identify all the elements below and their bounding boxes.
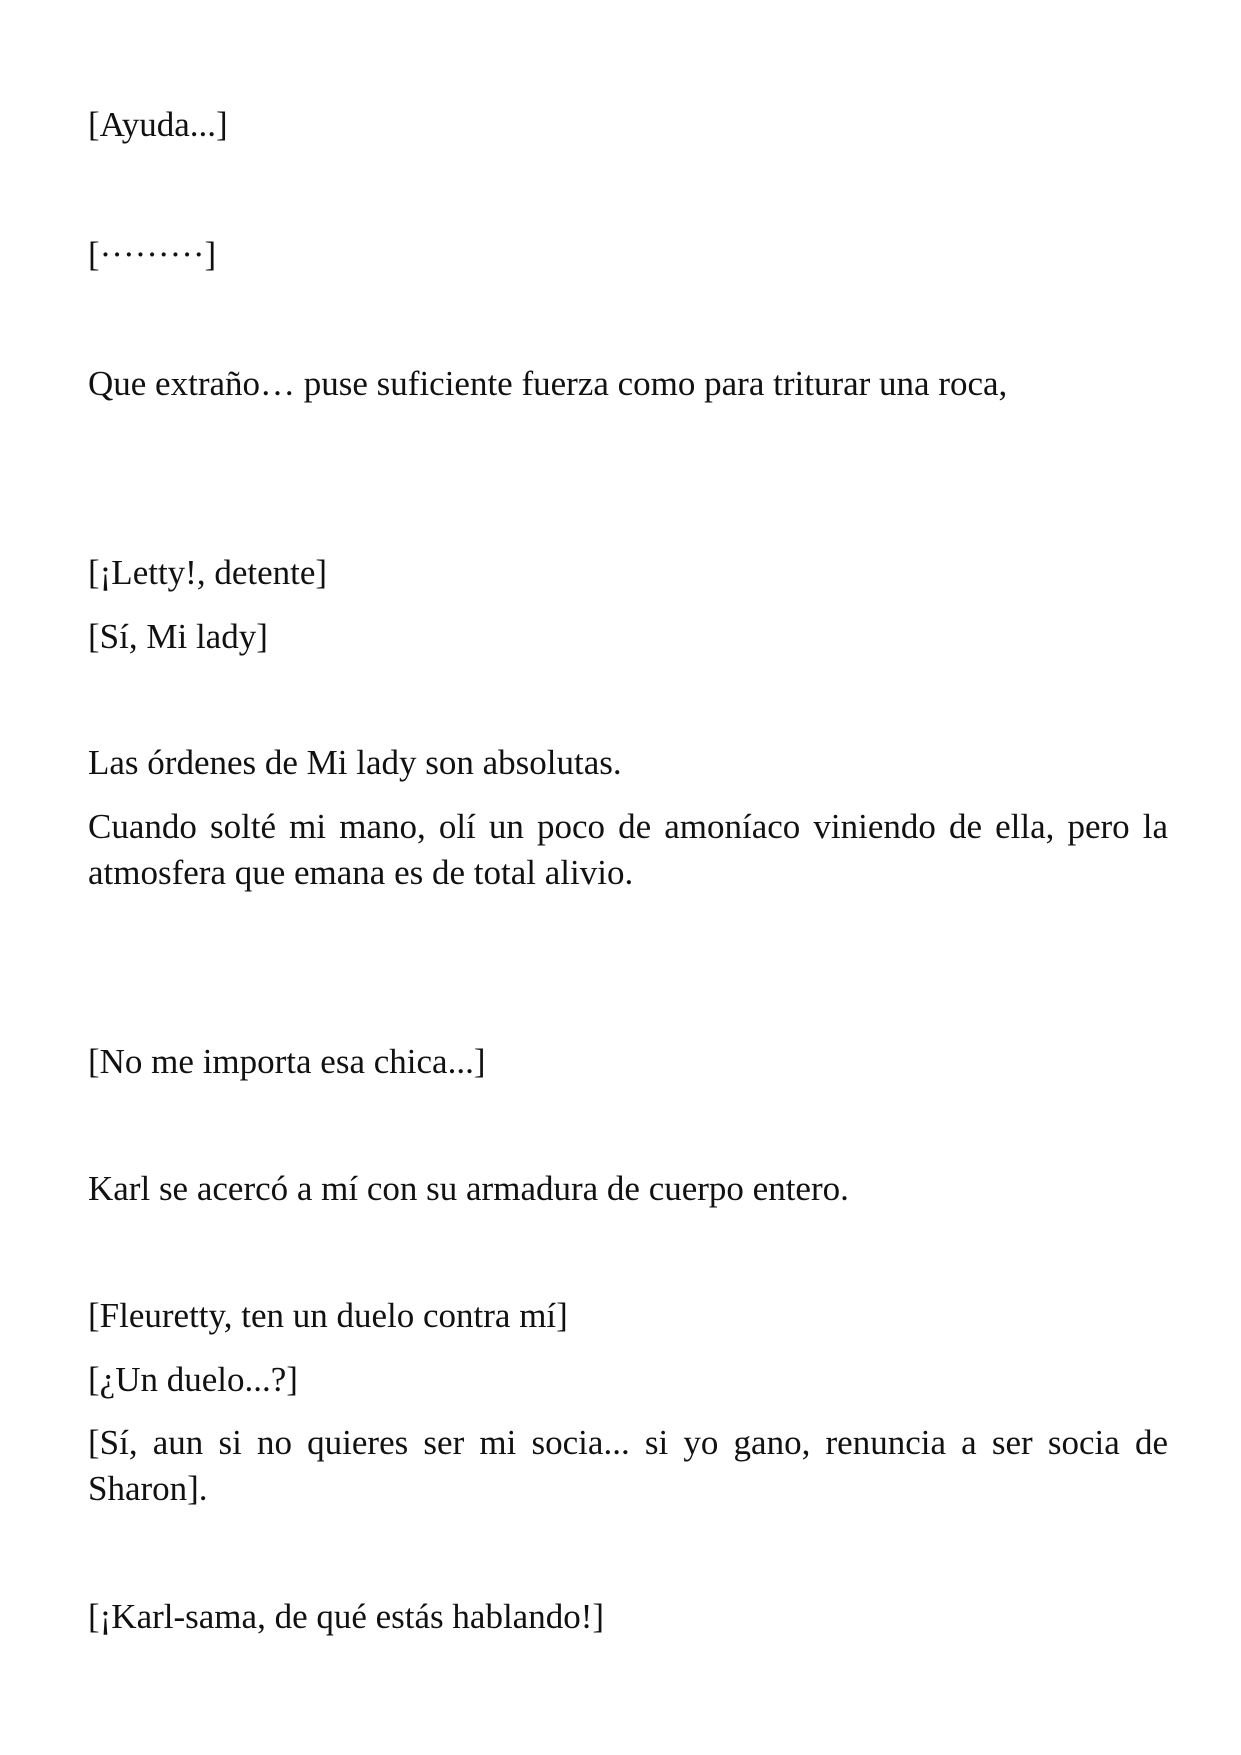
text-line: Las órdenes de Mi lady son absolutas. [88,743,622,782]
text-paragraph: [Sí, aun si no quieres ser mi socia... si yo gano, renuncia a ser socia de Sharon]. [88,1423,1168,1508]
text-line: [¡Letty!, detente] [88,553,328,592]
text-line: [Ayuda...] [88,105,228,144]
text-paragraph: Cuando solté mi mano, olí un poco de amoníaco viniendo de ella, pero la atmosfera que emana es de total alivio. [88,807,1168,892]
text-line: [Sí, Mi lady] [88,617,268,656]
text-line: [No me importa esa chica...] [88,1042,486,1081]
text-line: Que extraño… puse suficiente fuerza como para triturar una roca, [88,364,1008,403]
text-line: [Fleuretty, ten un duelo contra mí] [88,1296,568,1335]
text-line: [¡Karl-sama, de qué estás hablando!] [88,1597,605,1636]
text-line: [·········] [88,235,217,274]
text-line: Karl se acercó a mí con su armadura de cuerpo entero. [88,1169,849,1208]
text-line: [¿Un duelo...?] [88,1360,298,1399]
